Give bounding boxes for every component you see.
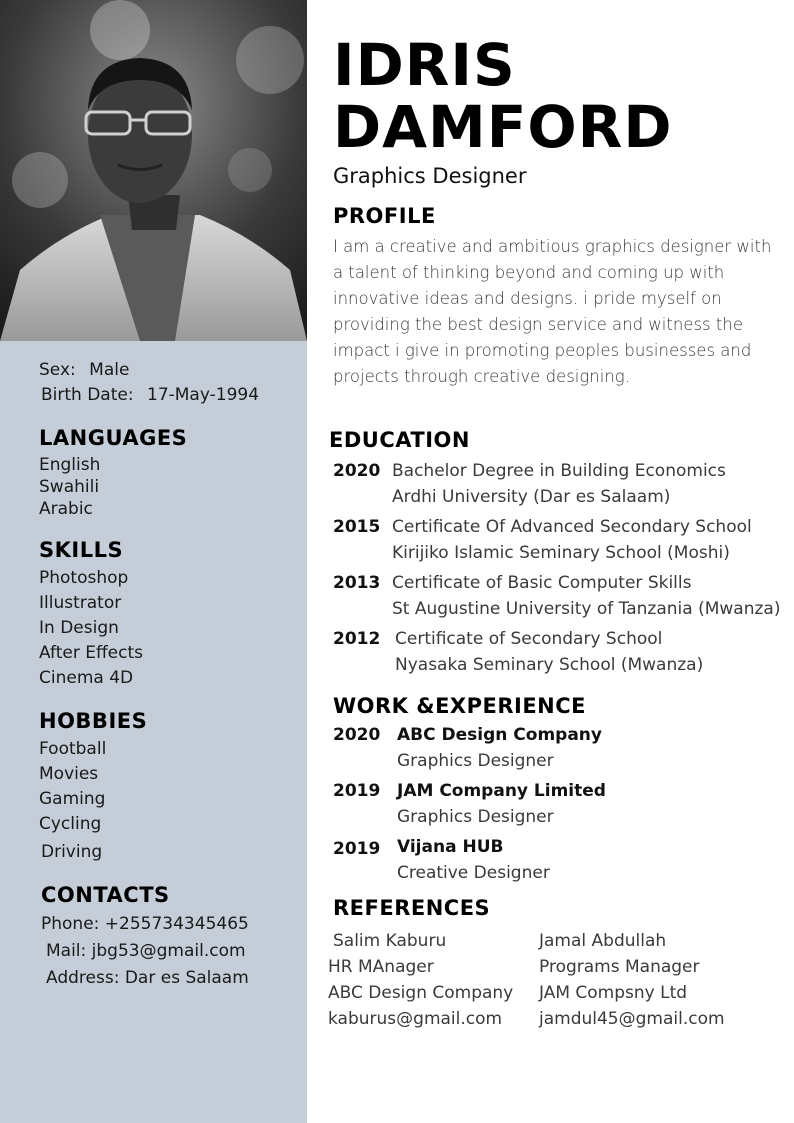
education-entry bbox=[333, 458, 778, 510]
work-year: 2019 bbox=[333, 839, 381, 859]
reference-company: ABC Design Company bbox=[328, 983, 514, 1003]
skills-list bbox=[39, 566, 301, 691]
birth-date-value: 17-May-1994 bbox=[147, 385, 260, 405]
education-place: Nyasaka Seminary School (Mwanza) bbox=[395, 655, 704, 675]
education-list bbox=[333, 458, 781, 678]
work-entry bbox=[333, 722, 778, 774]
reference-title: Programs Manager bbox=[539, 957, 700, 977]
profile-photo bbox=[0, 0, 307, 341]
work-list bbox=[333, 722, 778, 886]
education-place: St Augustine University of Tanzania (Mwanza) bbox=[392, 599, 781, 619]
list-item: Arabic bbox=[39, 499, 93, 519]
list-item: Driving bbox=[41, 842, 103, 862]
first-name: IDRIS bbox=[333, 31, 516, 99]
education-year: 2012 bbox=[333, 629, 381, 649]
reference-email: jamdul45@gmail.com bbox=[539, 1009, 725, 1029]
education-title: Bachelor Degree in Building Economics bbox=[392, 461, 726, 481]
work-position: Graphics Designer bbox=[397, 807, 554, 827]
contact-mail: Mail: jbg53@gmail.com bbox=[46, 941, 246, 961]
list-item: Football bbox=[39, 739, 107, 759]
hobbies-list bbox=[39, 737, 301, 865]
portrait-image bbox=[0, 0, 307, 341]
education-place: Kirijiko Islamic Seminary School (Moshi) bbox=[392, 543, 730, 563]
sidebar bbox=[0, 0, 307, 1123]
work-heading: WORK &EXPERIENCE bbox=[333, 694, 587, 718]
work-position: Creative Designer bbox=[397, 863, 550, 883]
reference-email: kaburus@gmail.com bbox=[328, 1009, 503, 1029]
languages-list bbox=[39, 454, 301, 520]
profile-heading: PROFILE bbox=[333, 204, 436, 228]
list-item: Cinema 4D bbox=[39, 668, 134, 688]
birth-date-row bbox=[41, 383, 301, 408]
reference-title: HR MAnager bbox=[328, 957, 434, 977]
last-name: DAMFORD bbox=[333, 93, 673, 161]
work-entry bbox=[333, 834, 778, 886]
main-content bbox=[328, 31, 781, 1032]
education-place: Ardhi University (Dar es Salaam) bbox=[392, 487, 671, 507]
languages-heading: LANGUAGES bbox=[39, 426, 188, 450]
list-item: Gaming bbox=[39, 789, 106, 809]
list-item: Photoshop bbox=[39, 568, 129, 588]
list-item: In Design bbox=[39, 618, 119, 638]
work-year: 2020 bbox=[333, 725, 381, 745]
education-title: Certificate of Basic Computer Skills bbox=[392, 573, 692, 593]
work-company: JAM Company Limited bbox=[397, 781, 606, 801]
contacts-heading: CONTACTS bbox=[41, 883, 170, 907]
work-company: Vijana HUB bbox=[397, 837, 504, 857]
work-company: ABC Design Company bbox=[397, 725, 602, 745]
list-item: Swahili bbox=[39, 477, 100, 497]
list-item: After Effects bbox=[39, 643, 144, 663]
list-item: Movies bbox=[39, 764, 99, 784]
education-entry bbox=[333, 570, 781, 622]
sex-row bbox=[39, 358, 301, 383]
education-year: 2020 bbox=[333, 461, 381, 481]
reference-name: Salim Kaburu bbox=[333, 931, 447, 951]
education-heading: EDUCATION bbox=[329, 428, 470, 452]
sidebar-content bbox=[39, 358, 301, 992]
hobbies-heading: HOBBIES bbox=[39, 709, 148, 733]
references-list bbox=[328, 928, 778, 1032]
education-year: 2015 bbox=[333, 517, 381, 537]
sex-value: Male bbox=[89, 360, 130, 380]
references-heading: REFERENCES bbox=[333, 896, 491, 920]
reference-card bbox=[539, 928, 749, 1032]
profile-text: I am a creative and ambitious graphics designer with a talent of thinking beyond and coming up with innovative ideas and designs. i pride myself on providing the best design service and witness the impact i give in promoting peoples businesses and projects through creative designing. bbox=[333, 237, 772, 386]
skills-heading: SKILLS bbox=[39, 538, 124, 562]
list-item: Cycling bbox=[39, 814, 102, 834]
work-entry bbox=[333, 778, 778, 830]
work-year: 2019 bbox=[333, 781, 381, 801]
education-entry bbox=[333, 626, 778, 678]
reference-card bbox=[328, 928, 538, 1032]
list-item: Illustrator bbox=[39, 593, 122, 613]
job-title: Graphics Designer bbox=[333, 164, 527, 188]
reference-name: Jamal Abdullah bbox=[539, 931, 667, 951]
sex-label: Sex: bbox=[39, 360, 76, 380]
work-position: Graphics Designer bbox=[397, 751, 554, 771]
birth-date-label: Birth Date: bbox=[41, 385, 134, 405]
education-entry bbox=[333, 514, 778, 566]
education-title: Certificate of Secondary School bbox=[395, 629, 663, 649]
education-title: Certificate Of Advanced Secondary School bbox=[392, 517, 752, 537]
contact-phone: Phone: +255734345465 bbox=[41, 914, 249, 934]
contact-address: Address: Dar es Salaam bbox=[46, 968, 249, 988]
reference-company: JAM Compsny Ltd bbox=[539, 983, 688, 1003]
list-item: English bbox=[39, 455, 101, 475]
education-year: 2013 bbox=[333, 573, 381, 593]
